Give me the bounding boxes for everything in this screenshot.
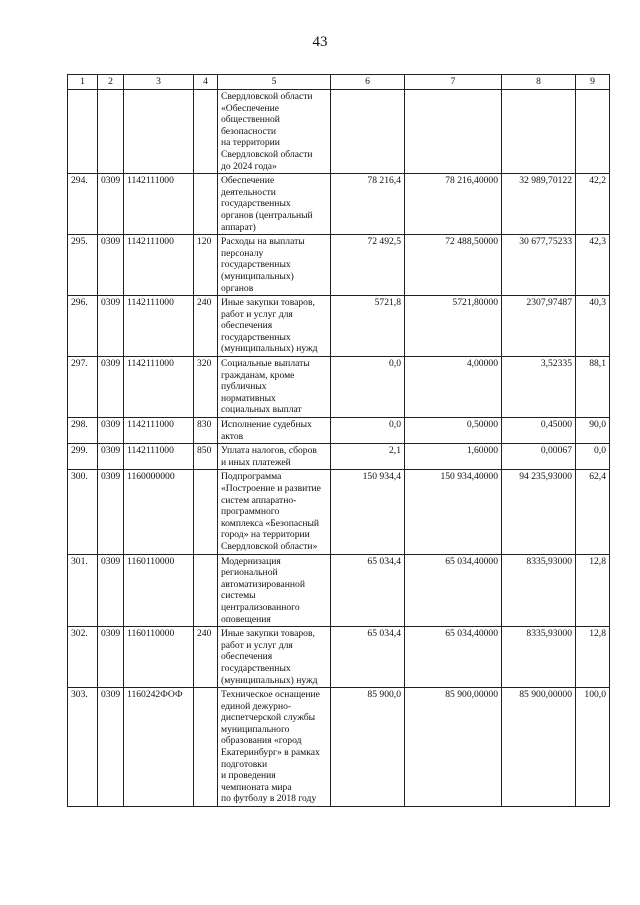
item-name-line: город» на территории	[221, 529, 310, 541]
expense-type-cell: 830	[194, 418, 218, 444]
plan-amount-cell: 65 034,4	[331, 627, 405, 688]
item-name-cell	[218, 174, 331, 235]
item-name-line: «Обеспечение	[221, 102, 279, 114]
item-name-line: диспетчерской службы	[221, 712, 316, 724]
executed-amount-cell: 30 677,75233	[502, 235, 576, 296]
item-name-line: Уплата налогов, сборов	[221, 445, 317, 457]
item-name-cell	[218, 470, 331, 554]
table-row	[68, 418, 610, 444]
plan-amount-cell: 2,1	[331, 444, 405, 470]
target-code-cell: 1160110000	[124, 554, 194, 627]
header-cell: 8	[502, 75, 576, 90]
item-name-line: «Построение и развитие	[221, 483, 321, 494]
plan-amount-cell: 0,0	[331, 357, 405, 418]
executed-amount-cell: 85 900,00000	[502, 688, 576, 807]
refined-amount-cell: 4,00000	[405, 357, 502, 418]
header-cell: 4	[194, 75, 218, 90]
refined-amount-cell: 78 216,40000	[405, 174, 502, 235]
header-cell: 9	[576, 75, 610, 90]
item-name-line: аппарат)	[221, 221, 256, 233]
item-name-cell	[218, 296, 331, 357]
section-code-cell: 0309	[98, 418, 124, 444]
percent-cell: 42,2	[576, 174, 610, 235]
section-code-cell: 0309	[98, 470, 124, 554]
item-name-line: на территории	[221, 137, 280, 149]
executed-amount-cell: 0,00067	[502, 444, 576, 470]
plan-amount-cell: 5721,8	[331, 296, 405, 357]
item-name-cell	[218, 418, 331, 444]
plan-amount-cell: 150 934,4	[331, 470, 405, 554]
table-row	[68, 444, 610, 470]
target-code-cell: 1142111000	[124, 235, 194, 296]
item-name-line: (муниципальных) нужд	[221, 343, 318, 355]
expense-type-cell: 320	[194, 357, 218, 418]
plan-amount-cell	[331, 90, 405, 174]
plan-amount-cell: 85 900,0	[331, 688, 405, 807]
executed-amount-cell	[502, 90, 576, 174]
item-name-line: и иных платежей	[221, 456, 291, 468]
executed-amount-cell: 8335,93000	[502, 627, 576, 688]
item-name-line: Обеспечение	[221, 175, 275, 187]
percent-cell: 42,3	[576, 235, 610, 296]
item-name-line: централизованного	[221, 601, 300, 613]
table-row	[68, 296, 610, 357]
section-code-cell: 0309	[98, 554, 124, 627]
header-cell: 6	[331, 75, 405, 90]
item-name-line: общественной	[221, 114, 280, 126]
row-number-cell: 302.	[68, 627, 98, 688]
executed-amount-cell: 32 989,70122	[502, 174, 576, 235]
item-name-cell	[218, 688, 331, 807]
item-name-line: обеспечения	[221, 320, 273, 332]
item-name-line: Свердловской области	[221, 91, 313, 102]
section-code-cell: 0309	[98, 627, 124, 688]
percent-cell: 62,4	[576, 470, 610, 554]
refined-amount-cell: 1,60000	[405, 444, 502, 470]
item-name-line: (муниципальных)	[221, 270, 294, 282]
row-number-cell	[68, 90, 98, 174]
item-name-line: публичных	[221, 381, 267, 393]
header-cell: 2	[98, 75, 124, 90]
row-number-cell: 296.	[68, 296, 98, 357]
percent-cell: 100,0	[576, 688, 610, 807]
row-number-cell: 299.	[68, 444, 98, 470]
refined-amount-cell: 85 900,00000	[405, 688, 502, 807]
item-name-line: Расходы на выплаты	[221, 236, 305, 248]
item-name-line: государственных	[221, 662, 291, 674]
item-name-line: органов (центральный	[221, 209, 313, 221]
expense-type-cell	[194, 688, 218, 807]
row-number-cell: 301.	[68, 554, 98, 627]
executed-amount-cell: 8335,93000	[502, 554, 576, 627]
row-number-cell: 294.	[68, 174, 98, 235]
item-name-line: работ и услуг для	[221, 639, 293, 651]
executed-amount-cell: 2307,97487	[502, 296, 576, 357]
section-code-cell: 0309	[98, 235, 124, 296]
header-cell: 5	[218, 75, 331, 90]
item-name-line: персоналу	[221, 247, 264, 259]
header-cell: 3	[124, 75, 194, 90]
item-name-cell	[218, 235, 331, 296]
plan-amount-cell: 0,0	[331, 418, 405, 444]
row-number-cell: 300.	[68, 470, 98, 554]
item-name-line: по футболу в 2018 году	[221, 793, 317, 805]
item-name-line: государственных	[221, 198, 291, 210]
percent-cell	[576, 90, 610, 174]
item-name-line: безопасности	[221, 125, 277, 137]
expense-type-cell	[194, 554, 218, 627]
item-name-cell	[218, 357, 331, 418]
item-name-line: Иные закупки товаров,	[221, 628, 315, 640]
expense-type-cell: 240	[194, 296, 218, 357]
item-name-line: Иные закупки товаров,	[221, 297, 315, 309]
row-number-cell: 297.	[68, 357, 98, 418]
target-code-cell: 1142111000	[124, 296, 194, 357]
table-body	[68, 90, 610, 807]
item-name-line: органов	[221, 282, 254, 294]
percent-cell: 90,0	[576, 418, 610, 444]
item-name-line: региональной	[221, 567, 278, 579]
item-name-line: гражданам, кроме	[221, 369, 295, 381]
item-name-cell	[218, 554, 331, 627]
table-row	[68, 688, 610, 807]
section-code-cell	[98, 90, 124, 174]
target-code-cell: 1142111000	[124, 174, 194, 235]
expense-type-cell: 240	[194, 627, 218, 688]
table-row	[68, 554, 610, 627]
item-name-line: автоматизированной	[221, 578, 305, 590]
section-code-cell: 0309	[98, 688, 124, 807]
target-code-cell: 1160110000	[124, 627, 194, 688]
section-code-cell: 0309	[98, 444, 124, 470]
expense-type-cell: 850	[194, 444, 218, 470]
item-name-line: актов	[221, 430, 244, 442]
plan-amount-cell: 72 492,5	[331, 235, 405, 296]
item-name-line: государственных	[221, 259, 291, 271]
table-row	[68, 235, 610, 296]
header-cell: 7	[405, 75, 502, 90]
executed-amount-cell: 94 235,93000	[502, 470, 576, 554]
item-name-line: Модернизация	[221, 555, 281, 567]
target-code-cell: 1160242ФОФ	[124, 688, 194, 807]
item-name-line: нормативных	[221, 392, 276, 404]
row-number-cell: 298.	[68, 418, 98, 444]
row-number-cell: 295.	[68, 235, 98, 296]
percent-cell: 12,8	[576, 554, 610, 627]
item-name-line: Свердловской области	[221, 148, 313, 160]
item-name-line: чемпионата мира	[221, 781, 292, 793]
percent-cell: 40,3	[576, 296, 610, 357]
item-name-line: обеспечения	[221, 651, 273, 663]
refined-amount-cell: 65 034,40000	[405, 627, 502, 688]
page-number: 43	[312, 34, 328, 50]
header-row	[68, 75, 610, 90]
item-name-line: системы	[221, 590, 256, 602]
item-name-line: Техническое оснащение	[221, 689, 320, 701]
item-name-line: оповещения	[221, 613, 271, 625]
percent-cell: 0,0	[576, 444, 610, 470]
table-row	[68, 357, 610, 418]
item-name-line: единой дежурно-	[221, 700, 292, 712]
item-name-line: социальных выплат	[221, 404, 302, 416]
plan-amount-cell: 78 216,4	[331, 174, 405, 235]
item-name-line: муниципального	[221, 723, 290, 735]
target-code-cell: 1142111000	[124, 418, 194, 444]
item-name-line: Екатеринбург» в рамках	[221, 747, 320, 759]
executed-amount-cell: 0,45000	[502, 418, 576, 444]
header-cell: 1	[68, 75, 98, 90]
item-name-line: Подпрограмма	[221, 471, 282, 483]
expense-type-cell	[194, 470, 218, 554]
row-number-cell: 303.	[68, 688, 98, 807]
refined-amount-cell: 5721,80000	[405, 296, 502, 357]
refined-amount-cell	[405, 90, 502, 174]
item-name-line: и проведения	[221, 770, 276, 782]
budget-table	[67, 74, 610, 807]
target-code-cell: 1142111000	[124, 357, 194, 418]
refined-amount-cell: 150 934,40000	[405, 470, 502, 554]
item-name-line: подготовки	[221, 758, 268, 770]
item-name-line: Свердловской области»	[221, 540, 318, 552]
item-name-line: до 2024 года»	[221, 160, 277, 172]
table-row	[68, 627, 610, 688]
item-name-line: систем аппаратно-	[221, 494, 297, 506]
item-name-cell	[218, 444, 331, 470]
item-name-cell	[218, 90, 331, 174]
expense-type-cell: 120	[194, 235, 218, 296]
expense-type-cell	[194, 174, 218, 235]
item-name-cell	[218, 627, 331, 688]
expense-type-cell	[194, 90, 218, 174]
item-name-line: Исполнение судебных	[221, 419, 312, 431]
section-code-cell: 0309	[98, 296, 124, 357]
target-code-cell: 1160000000	[124, 470, 194, 554]
item-name-line: (муниципальных) нужд	[221, 674, 318, 686]
refined-amount-cell: 72 488,50000	[405, 235, 502, 296]
target-code-cell	[124, 90, 194, 174]
percent-cell: 12,8	[576, 627, 610, 688]
item-name-line: Социальные выплаты	[221, 358, 310, 370]
table-row	[68, 90, 610, 174]
item-name-line: образования «город	[221, 735, 302, 747]
section-code-cell: 0309	[98, 357, 124, 418]
refined-amount-cell: 65 034,40000	[405, 554, 502, 627]
percent-cell: 88,1	[576, 357, 610, 418]
executed-amount-cell: 3,52335	[502, 357, 576, 418]
plan-amount-cell: 65 034,4	[331, 554, 405, 627]
table-row	[68, 174, 610, 235]
refined-amount-cell: 0,50000	[405, 418, 502, 444]
item-name-line: комплекса «Безопасный	[221, 517, 320, 529]
item-name-line: работ и услуг для	[221, 308, 293, 320]
item-name-line: деятельности	[221, 186, 276, 198]
item-name-line: государственных	[221, 331, 291, 343]
table-row	[68, 470, 610, 554]
section-code-cell: 0309	[98, 174, 124, 235]
item-name-line: программного	[221, 506, 280, 518]
target-code-cell: 1142111000	[124, 444, 194, 470]
